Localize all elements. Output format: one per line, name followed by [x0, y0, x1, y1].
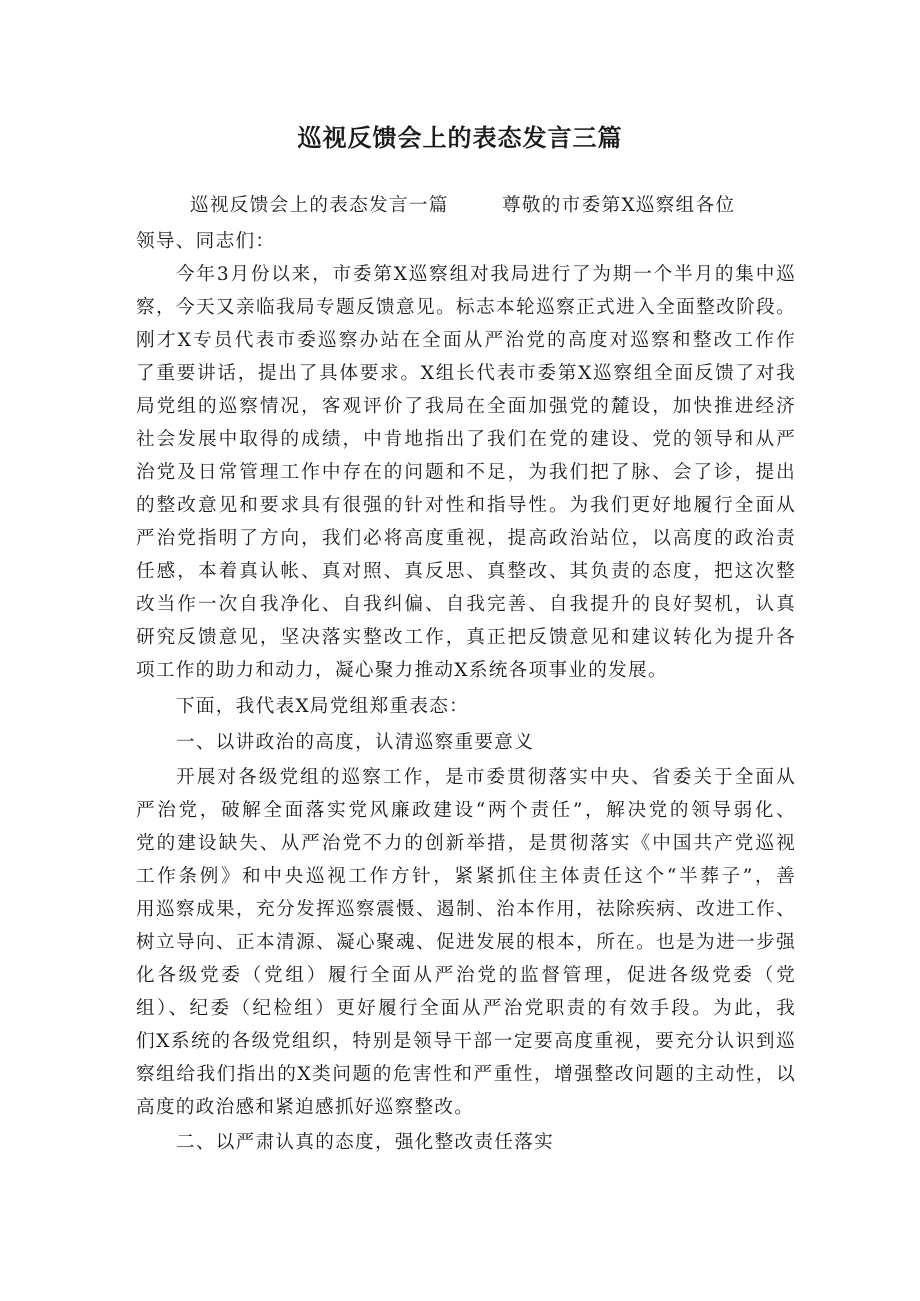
text-line: 工作条例》和中央巡视工作方针，紧紧抓住主体责任这个“半葬子”，善 — [136, 866, 796, 887]
text-line: 了重要讲话，提出了具体要求。X组长代表市委第X巡察组全面反馈了对我 — [136, 363, 796, 384]
text-line: 刚才X专员代表市委巡察办站在全面从严治党的高度对巡察和整改工作作 — [136, 330, 796, 351]
paragraph-first-line: 下面，我代表X局党组郑重表态： — [176, 696, 470, 717]
text-line: 党的建设缺失、从严治党不力的创新举措，是贯彻落实《中国共产党巡视 — [136, 833, 796, 854]
subtitle-left: 巡视反馈会上的表态发言一篇 — [190, 195, 449, 216]
text-line: 严治党指明了方向，我们必将高度重视，提高政治站位，以高度的政治责 — [136, 528, 796, 549]
text-line: 们X系统的各级党组织，特别是领导干部一定要高度重视，要充分认识到巡 — [136, 1031, 796, 1052]
section-heading: 一、以讲政治的高度，认清巡察重要意义 — [176, 732, 535, 753]
text-line: 组）、纪委（纪检组）更好履行全面从严治党职责的有效手段。为此，我 — [136, 998, 796, 1019]
text-line: 化各级党委（党组）履行全面从严治党的监督管理，促进各级党委（党 — [136, 965, 796, 986]
paragraph-first-line: 今年3月份以来，市委第X巡察组对我局进行了为期一个半月的集中巡 — [176, 264, 796, 285]
text-line: 察，今天又亲临我局专题反馈意见。标志本轮巡察正式进入全面整改阶段。 — [136, 297, 796, 318]
text-line: 社会发展中取得的成绩，中肯地指出了我们在党的建设、党的领导和从严 — [136, 429, 796, 450]
text-line: 的整改意见和要求具有很强的针对性和指导性。为我们更好地履行全面从 — [136, 495, 796, 516]
section-heading: 二、以严肃认真的态度，强化整改责任落实 — [176, 1132, 554, 1153]
text-line: 局党组的巡察情况，客观评价了我局在全面加强党的麓设，加快推进经济 — [136, 396, 796, 417]
text-line: 研究反馈意见，坚决落实整改工作，真正把反馈意见和建议转化为提升各 — [136, 627, 796, 648]
text-line: 察组给我们指出的X类问题的危害性和严重性，增强整改问题的主动性，以 — [136, 1064, 796, 1085]
text-line: 高度的政治感和紧迫感抓好巡察整改。 — [136, 1097, 475, 1118]
text-line: 严治党，破解全面落实党风廉政建设“两个责任”，解决党的领导弱化、 — [136, 800, 796, 821]
text-line: 树立导向、正本清源、凝心聚魂、促进发展的根本，所在。也是为进一步强 — [136, 932, 796, 953]
subtitle-right: 尊敬的市委第X巡察组各位 — [502, 195, 736, 216]
paragraph-first-line: 开展对各级党组的巡察工作，是市委贯彻落实中央、省委关于全面从 — [176, 767, 796, 788]
text-line: 治党及日常管理工作中存在的问题和不足，为我们把了脉、会了诊，提出 — [136, 462, 796, 483]
text-line: 领导、同志们： — [136, 231, 276, 252]
text-line: 任感，本着真认帐、真对照、真反思、真整改、其负责的态度，把这次整 — [136, 561, 796, 582]
text-line: 用巡察成果，充分发挥巡察震慑、遏制、治本作用，祛除疾病、改进工作、 — [136, 899, 796, 920]
document-title: 巡视反馈会上的表态发言三篇 — [297, 124, 623, 152]
text-line: 项工作的助力和动力，凝心聚力推动X系统各项事业的发展。 — [136, 660, 668, 681]
text-line: 改当作一次自我净化、自我纠偏、自我完善、自我提升的良好契机，认真 — [136, 594, 796, 615]
